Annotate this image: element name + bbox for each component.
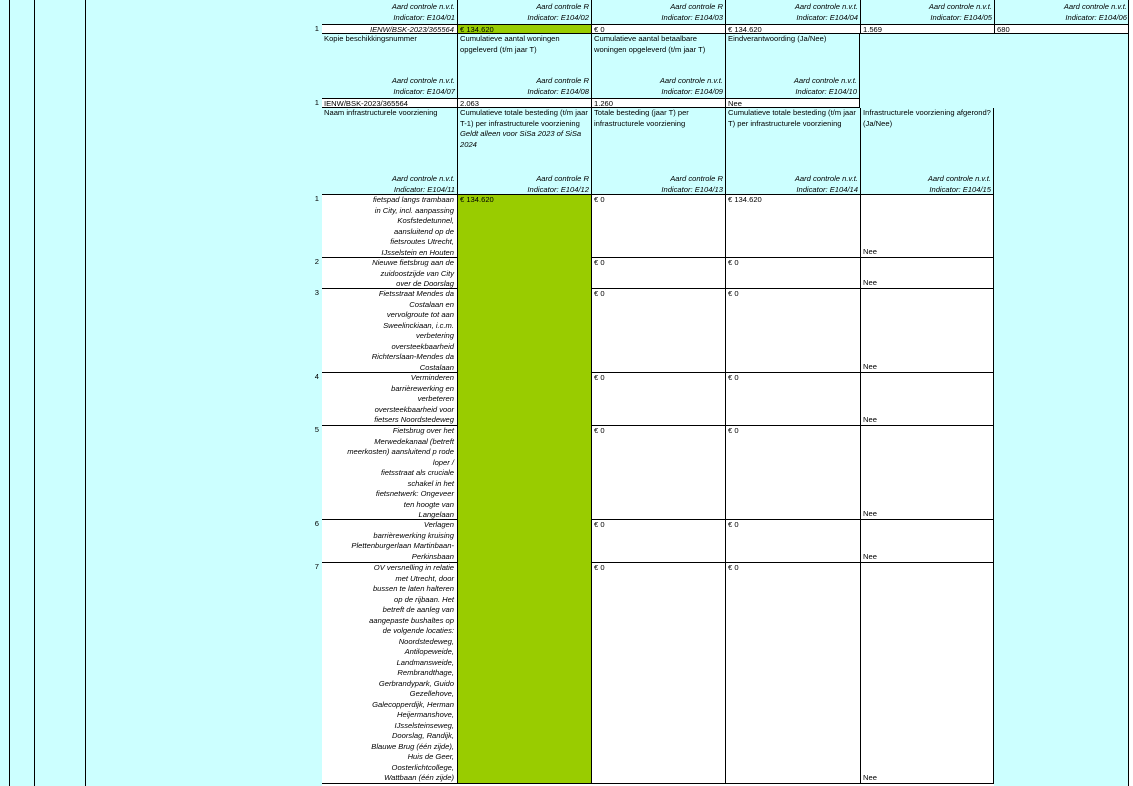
cell-e104-14-value[interactable]: € 134.620 xyxy=(725,194,860,257)
indicator-cell-e104-05: Aard controle n.v.t. Indicator: E104/05 xyxy=(860,0,994,24)
cell-e104-13-value[interactable]: € 0 xyxy=(591,519,725,562)
gutter-column-a xyxy=(0,0,35,786)
indicator-cell-e104-12: Aard controle R Indicator: E104/12 xyxy=(457,172,591,194)
afgerond-value: Nee xyxy=(863,414,877,424)
cell-e104-05-value[interactable]: 1.569 xyxy=(860,24,994,34)
row-index: 4 xyxy=(314,372,319,381)
grid-line-left xyxy=(9,0,10,786)
cell-e104-13-value[interactable]: € 0 xyxy=(591,425,725,519)
indicator-cell-e104-13: Aard controle R Indicator: E104/13 xyxy=(591,172,725,194)
cell-e104-14-value[interactable]: € 0 xyxy=(725,288,860,372)
header-note: Geldt alleen voor SiSa 2023 of SiSa 2024 xyxy=(460,129,582,149)
row-index: 1 xyxy=(314,24,319,33)
header-eindverantwoording: Eindverantwoording (Ja/Nee) xyxy=(725,34,860,74)
indicator-cell-e104-14: Aard controle n.v.t. Indicator: E104/14 xyxy=(725,172,860,194)
indicator-cell-e104-04: Aard controle n.v.t. Indicator: E104/04 xyxy=(725,0,860,24)
cell-e104-12-value[interactable] xyxy=(457,288,591,372)
cell-e104-14-value[interactable]: € 0 xyxy=(725,372,860,425)
row-index: 1 xyxy=(314,98,319,107)
cell-e104-12-value[interactable] xyxy=(457,425,591,519)
afgerond-value: Nee xyxy=(863,246,877,256)
block2-empty-area xyxy=(860,34,1129,108)
cell-e104-15[interactable] xyxy=(860,372,994,425)
cell-e104-06-value[interactable]: 680 xyxy=(994,24,1129,34)
header-betaalbare-woningen: Cumulatieve aantal betaalbare woningen opgeleverd (t/m jaar T) xyxy=(591,34,725,74)
cell-e104-08-value[interactable]: 2.063 xyxy=(457,98,591,108)
row-index: 1 xyxy=(314,194,319,203)
cell-e104-13-value[interactable]: € 0 xyxy=(591,288,725,372)
row-index: 5 xyxy=(314,425,319,434)
gutter-column-c xyxy=(85,0,322,786)
indicator-cell-e104-01: Aard controle n.v.t. Indicator: E104/01 xyxy=(322,0,457,24)
header-cumulatieve-besteding-t: Cumulatieve totale besteding (t/m jaar T) per infrastructurele voorziening xyxy=(725,108,860,172)
header-voorziening-afgerond: Infrastructurele voorziening afgerond? (Ja/Nee) xyxy=(860,108,994,172)
beschikkingsnummer-value[interactable]: IENW/BSK-2023/365564 xyxy=(322,24,457,34)
cell-e104-13-value[interactable]: € 0 xyxy=(591,562,725,784)
cell-e104-04-value[interactable]: € 134.620 xyxy=(725,24,860,34)
afgerond-value: Nee xyxy=(863,508,877,518)
cell-e104-12-value[interactable]: € 134.620 xyxy=(457,194,591,257)
cell-e104-14-value[interactable]: € 0 xyxy=(725,562,860,784)
afgerond-value: Nee xyxy=(863,361,877,371)
indicator-cell-e104-09: Aard controle n.v.t. Indicator: E104/09 xyxy=(591,74,725,98)
voorziening-name: fietspad langs trambaan in City, incl. aanpassing Kosfstedetunnel, aansluitend op de fietsroutes Utrecht, IJsselstein en Houten xyxy=(322,194,457,257)
cell-e104-15[interactable] xyxy=(860,194,994,257)
indicator-cell-e104-03: Aard controle R Indicator: E104/03 xyxy=(591,0,725,24)
header-cumulatieve-besteding-t-1: Cumulatieve totale besteding (t/m jaar T-1) per infrastructurele voorziening Geldt alleen voor SiSa 2023 of SiSa 2024 xyxy=(457,108,591,172)
cell-e104-15[interactable] xyxy=(860,257,994,288)
kopie-beschikkingsnummer-value[interactable]: IENW/BSK-2023/365564 xyxy=(322,98,457,108)
cell-e104-15[interactable] xyxy=(860,519,994,562)
header-cumulatieve-woningen: Cumulatieve aantal woningen opgeleverd (t/m jaar T) xyxy=(457,34,591,74)
grid-line-b xyxy=(85,0,86,786)
voorziening-name: Verminderen barrièrewerking en verbeteren oversteekbaarheid voor fietsers Noordstedeweg xyxy=(322,372,457,425)
cell-e104-03-value[interactable]: € 0 xyxy=(591,24,725,34)
indicator-cell-e104-11: Aard controle n.v.t. Indicator: E104/11 xyxy=(322,172,457,194)
voorziening-name: Nieuwe fietsbrug aan de zuidoostzijde van City over de Doorslag xyxy=(322,257,457,288)
header-naam-infrastructurele-voorziening: Naam infrastructurele voorziening xyxy=(322,108,457,172)
indicator-cell-e104-02: Aard controle R Indicator: E104/02 xyxy=(457,0,591,24)
header-totale-besteding-jaar-t: Totale besteding (jaar T) per infrastructurele voorziening xyxy=(591,108,725,172)
cell-e104-12-value[interactable] xyxy=(457,372,591,425)
row-index: 3 xyxy=(314,288,319,297)
cell-e104-14-value[interactable]: € 0 xyxy=(725,425,860,519)
cell-e104-13-value[interactable]: € 0 xyxy=(591,372,725,425)
row-index: 7 xyxy=(314,562,319,571)
voorziening-name: Fietsbrug over het Merwedekanaal (betreft meerkosten) aansluitend p rode loper / fietsstraat als cruciale schakel in het fietsnetwerk: Ongeveer ten hoogte van Langelaan xyxy=(322,425,457,519)
row-index: 2 xyxy=(314,257,319,266)
cell-e104-15[interactable] xyxy=(860,425,994,519)
cell-e104-09-value[interactable]: 1.260 xyxy=(591,98,725,108)
cell-e104-12-value[interactable] xyxy=(457,519,591,562)
cell-e104-14-value[interactable]: € 0 xyxy=(725,257,860,288)
cell-e104-10-value[interactable]: Nee xyxy=(725,98,860,108)
grid-line-right xyxy=(1128,0,1129,786)
cell-e104-13-value[interactable]: € 0 xyxy=(591,257,725,288)
cell-e104-15[interactable] xyxy=(860,288,994,372)
afgerond-value: Nee xyxy=(863,772,877,782)
indicator-cell-e104-06: Aard controle n.v.t. Indicator: E104/06 xyxy=(994,0,1129,24)
afgerond-value: Nee xyxy=(863,277,877,287)
cell-e104-13-value[interactable]: € 0 xyxy=(591,194,725,257)
voorziening-name: OV versnelling in relatie met Utrecht, door bussen te laten halteren op de rijbaan. Het betreft de aanleg van aangepaste bushaltes op de volgende locaties: Noordstedeweg, Antilopeweide, Landmansweide, Rembrandthage, Gerbrandypark, Guido Gezellehove, Galecopperdijk, Herman Heijermanshove, IJsselsteinseweg, Doorslag, Randijk, Blauwe Brug (één zijde), Huis de Geer, Oosterlichtcollege, Wattbaan (één zijde) xyxy=(322,562,457,784)
cell-e104-15[interactable] xyxy=(860,562,994,784)
block3-empty-area xyxy=(994,108,1129,786)
gutter-column-b xyxy=(35,0,85,786)
afgerond-value: Nee xyxy=(863,551,877,561)
cell-e104-12-value[interactable] xyxy=(457,562,591,784)
header-kopie-beschikkingsnummer: Kopie beschikkingsnummer xyxy=(322,34,457,74)
voorziening-name: Verlagen barrièrewerking kruising Plettenburgerlaan Martinbaan- Perkinsbaan xyxy=(322,519,457,562)
cell-e104-14-value[interactable]: € 0 xyxy=(725,519,860,562)
row-index: 6 xyxy=(314,519,319,528)
indicator-cell-e104-07: Aard controle n.v.t. Indicator: E104/07 xyxy=(322,74,457,98)
indicator-cell-e104-15: Aard controle n.v.t. Indicator: E104/15 xyxy=(860,172,994,194)
grid-line-a xyxy=(34,0,35,786)
cell-e104-12-value[interactable] xyxy=(457,257,591,288)
cell-e104-02-value[interactable]: € 134.620 xyxy=(457,24,591,34)
voorziening-name: Fietsstraat Mendes da Costalaan en vervolgroute tot aan Sweelinckiaan, i.c.m. verbetering oversteekbaarheid Richterslaan-Mendes da Costalaan xyxy=(322,288,457,372)
indicator-cell-e104-08: Aard controle R Indicator: E104/08 xyxy=(457,74,591,98)
indicator-cell-e104-10: Aard controle n.v.t. Indicator: E104/10 xyxy=(725,74,860,98)
